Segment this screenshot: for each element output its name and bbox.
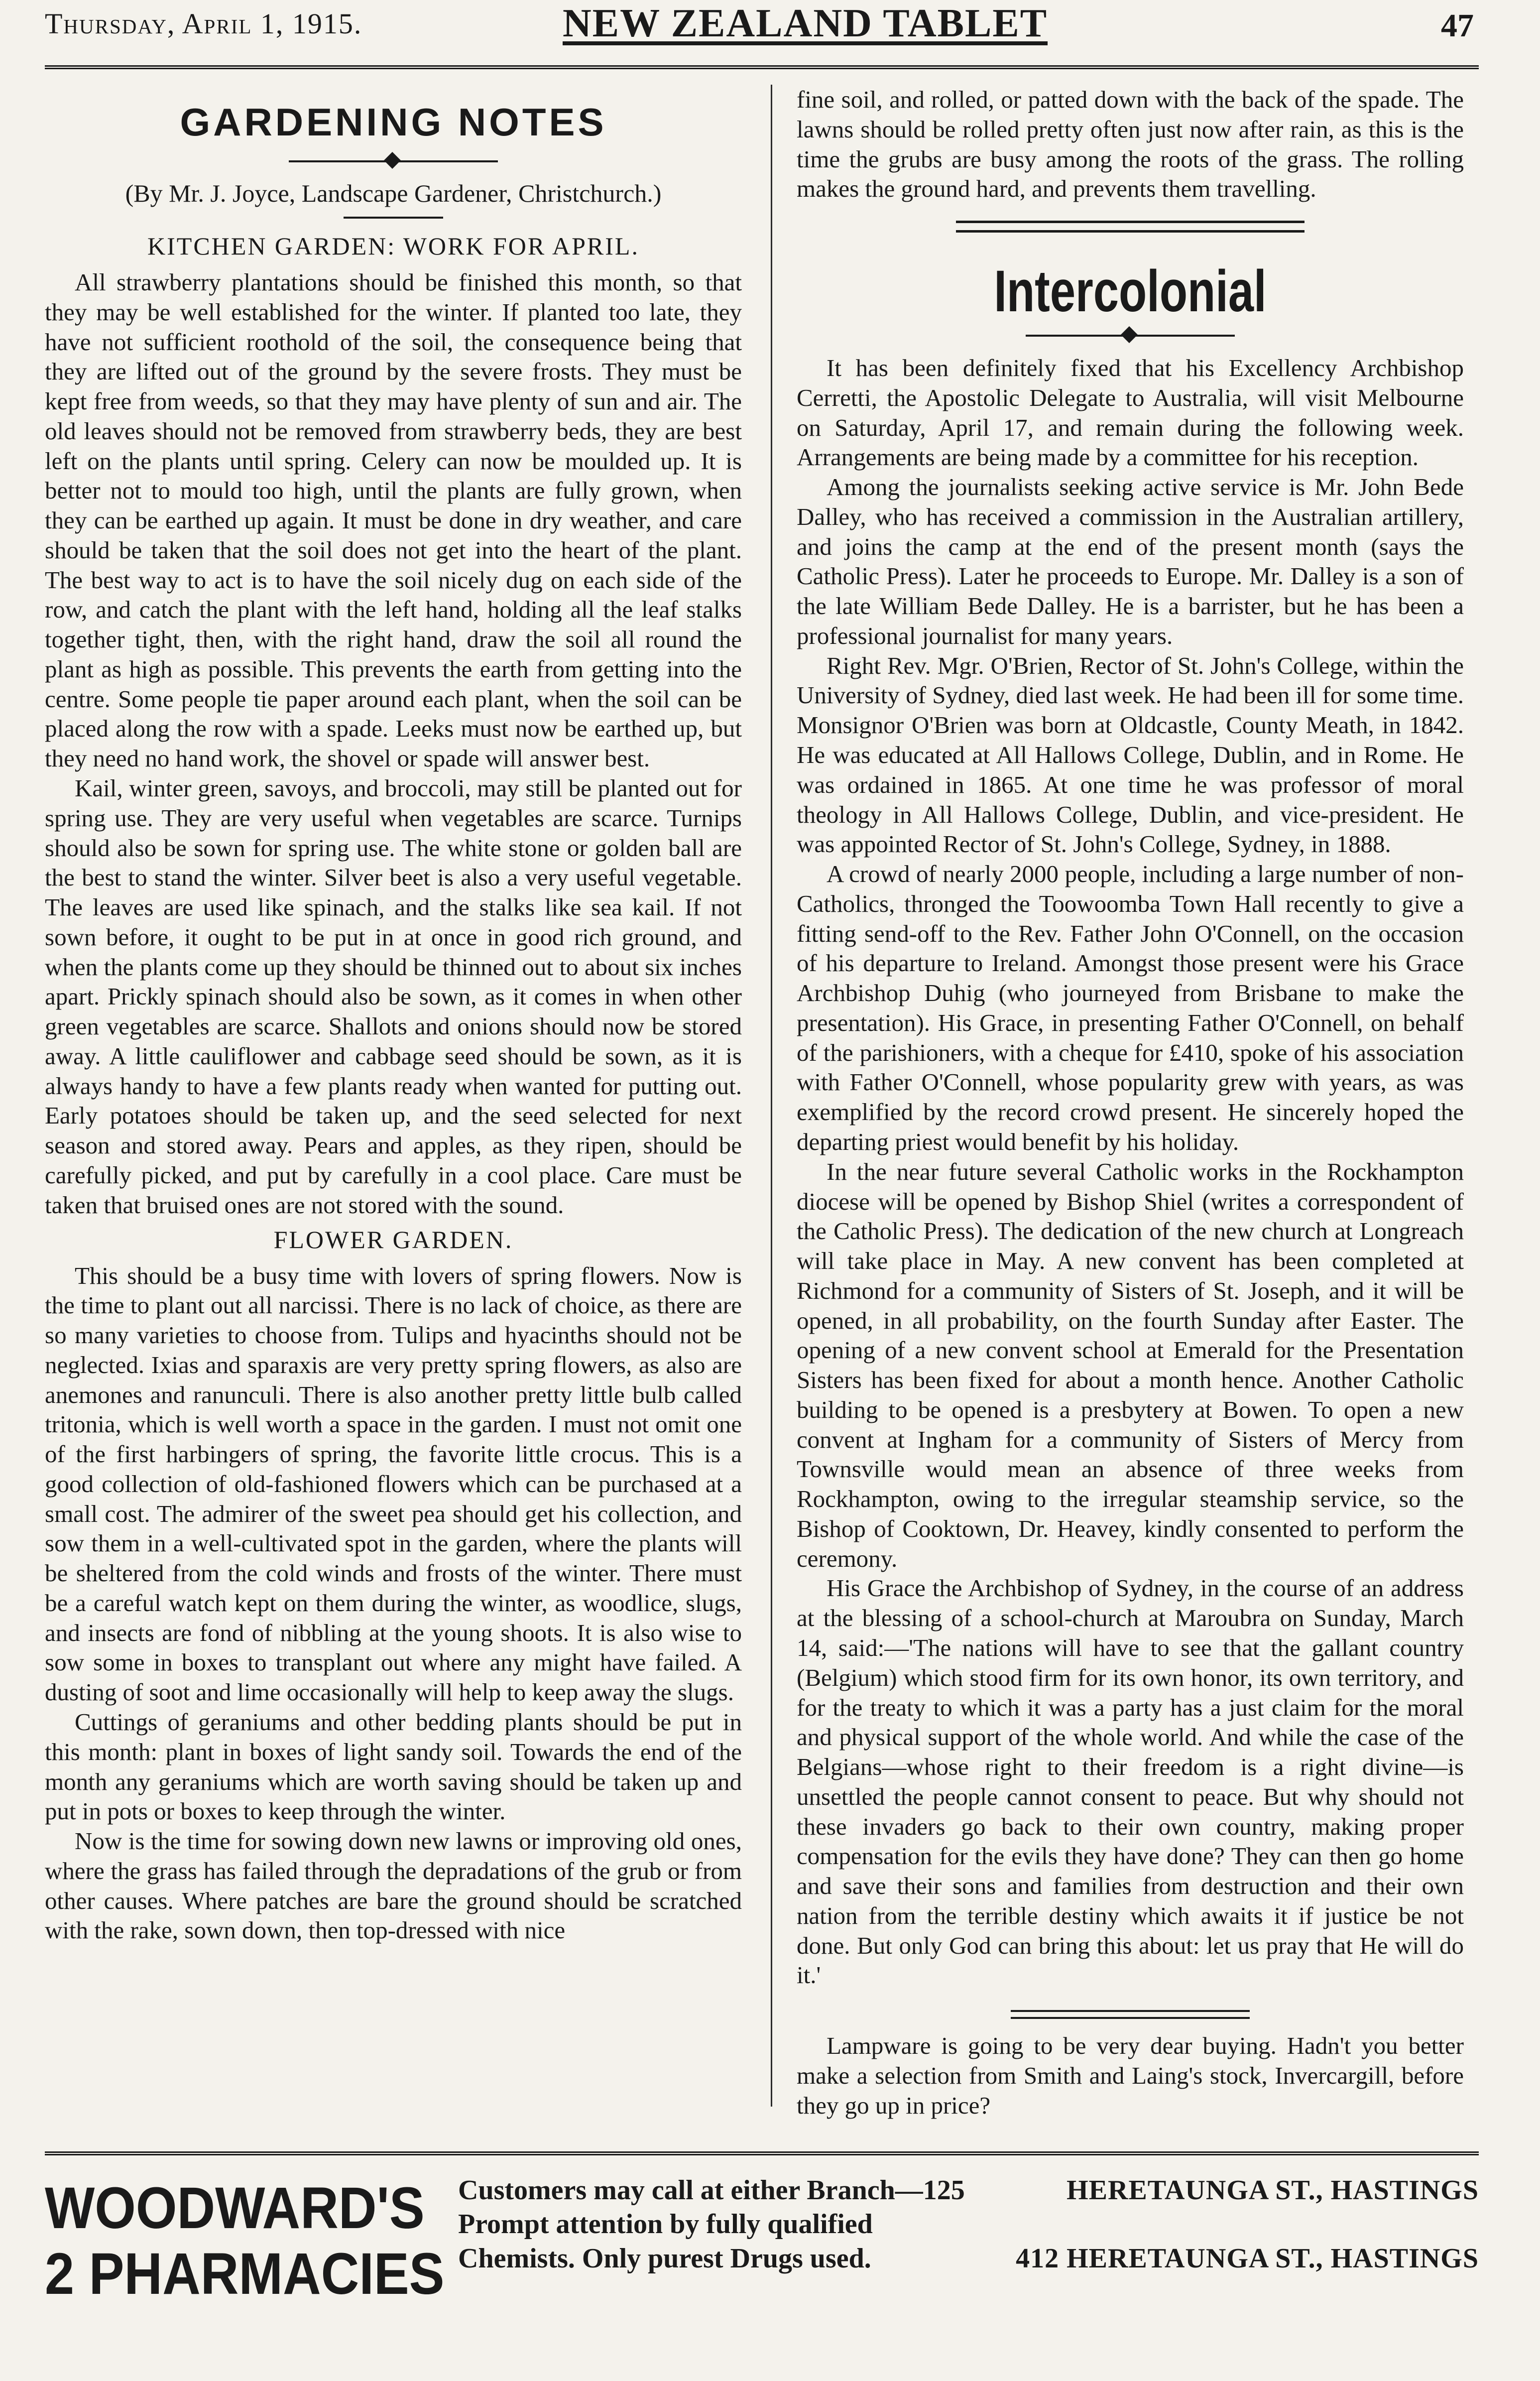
news-paragraph: His Grace the Archbishop of Sydney, in the course of an address at the blessing of a school-church at Maroubra on Sunday, March 14, said:—'The nations will have to see that the gallant country (Belgium) which stood firm for its own honor, its own territory, and for the treaty to which it was a party has a just claim for the moral and physical support of the whole world. And while the case of the Belgians—whose right to their freedom is a right divine—is unsettled the people cannot consent to peace. But why should not these invaders go back to their own country, making proper compensation for the evils they have done? They can then go home and save their sons and families from destruction and their own nation from the terrible destiny which awaits it if justice be not done. But only God can bring this about: let us pray that He will do it.' [797,1574,1464,1989]
ad-line [458,2242,1479,2275]
ad-text-fragment: Prompt attention by fully qualified [458,2209,873,2240]
ad-text-fragment: Chemists. Only purest Drugs used. [458,2243,871,2274]
advertisement [45,2151,1479,2355]
page-number: 47 [1441,7,1474,44]
ad-name-line: 2 PHARMACIES [45,2241,445,2307]
ad-line [458,2173,1479,2207]
column-divider [771,85,772,2107]
notice-paragraph: Lampware is going to be very dear buying. Hadn't you better make a selection from Smith and Laing's stock, Invercargill, before they go up in price? [797,2032,1464,2119]
double-rule [956,221,1304,233]
ad-address: HERETAUNGA ST., HASTINGS [1066,2175,1479,2206]
diamond-rule-ornament [289,154,498,169]
news-paragraph: Right Rev. Mgr. O'Brien, Rector of St. John's College, within the University of Sydney, died last week. He had been ill for some time. Monsignor O'Brien was born at Oldcastle, County Meath, in 1842. He was educated at All Hallows College, Dublin, and in Rome. He was ordained in 1865. At one time he was professor of moral theology in All Hallows College, Dublin, and vice-president. He was appointed Rector of St. John's College, Sydney, in 1888. [797,651,1464,858]
ad-business-name [45,2175,445,2307]
left-column [45,85,742,2127]
ad-address: 412 HERETAUNGA ST., HASTINGS [1016,2243,1479,2274]
article-paragraph: This should be a busy time with lovers of spring flowers. Now is the time to plant out all narcissi. There is no lack of choice, as there are so many varieties to choose from. Tulips and hyacinths should not be neglected. Ixias and sparaxis are very pretty spring flowers, as also are anemones and ranunculi. There is also another pretty little bulb called tritonia, which is well worth a space in the garden. I must not omit one of the first harbingers of spring, the favorite little crocus. This is a good collection of old-fashioned flowers which can be purchased at a small cost. The admirer of the sweet pea should get his collection, and sow them in a well-cultivated spot in the garden, where the plants will be sheltered from the cold winds and frosts of the winter. There must be a careful watch kept on them during the winter, as woodlice, slugs, and insects are fond of nibbling at the young shoots. It is also wise to sow some in boxes to transplant out where any might have failed. A dusting of soot and lime occasionally will help to keep away the slugs. [45,1261,742,1706]
intercolonial-heading: Intercolonial [994,258,1267,325]
continued-paragraph: fine soil, and rolled, or patted down with the back of the spade. The lawns should be rolled pretty often just now after rain, as this is the time the grubs are busy among the roots of the grass. The rolling makes the ground hard, and prevents them travelling. [797,86,1464,203]
issue-date: Thursday, April 1, 1915. [45,7,362,40]
news-paragraph: Among the journalists seeking active service is Mr. John Bede Dalley, who has received a commission in the Australian artillery, and joins the camp at the end of the present month (says the Catholic Press). Later he proceeds to Europe. Mr. Dalley is a son of the late William Bede Dalley. He is a barrister, but he has been a professional journalist for many years. [797,473,1464,649]
article-paragraph: All strawberry plantations should be finished this month, so that they may be well established for the winter. If planted too late, they have not sufficient roothold of the soil, the consequence being that they are lifted out of the ground by the severe frosts. They must be kept free from weeds, so that they may have plenty of sun and air. The old leaves should not be removed from strawberry beds, they are best left on the plants until spring. Celery can now be moulded up. It is better not to mould too high, until the plants are fully grown, when they can be earthed up again. It must be done in dry weather, and care should be taken that the soil does not get into the heart of the plant. The best way to act is to have the soil nicely dug on each side of the row, and catch the plant with the left hand, holding all the leaf stalks together tight, then, with the right hand, draw the soil all round the plant as high as possible. This prevents the earth from getting into the centre. Some people tie paper around each plant, when the soil can be placed along the row with a spade. Leeks must now be earthed up, but they need no hand work, the shovel or spade will answer best. [45,268,742,772]
ad-line [458,2207,1479,2241]
short-rule [344,217,443,219]
short-double-rule [1011,2010,1250,2019]
article-paragraph: Cuttings of geraniums and other bedding plants should be put in this month: plant in boxes of light sandy soil. Towards the end of the month any geraniums which are worth saving should be taken up and put in pots or boxes to keep through the winter. [45,1708,742,1825]
byline: (By Mr. J. Joyce, Landscape Gardener, Christchurch.) [125,179,662,207]
flower-garden-subhead: FLOWER GARDEN. [273,1225,513,1253]
diamond-rule-ornament [1026,328,1235,343]
news-paragraph: It has been definitely fixed that his Excellency Archbishop Cerretti, the Apostolic Delegate to Australia, will visit Melbourne on Saturday, April 17, and remain during the following week. Arrangements are being made by a committee for his reception. [797,354,1464,471]
ad-name-line: WOODWARD'S [45,2175,425,2241]
masthead [45,3,1479,69]
article-paragraph: Now is the time for sowing down new lawns or improving old ones, where the grass has failed through the depradations of the grub or from other causes. Where patches are bare the ground should be scratched with the rake, sown down, then top-dressed with nice [45,1827,742,1944]
news-paragraph: In the near future several Catholic works in the Rockhampton diocese will be opened by Bishop Shiel (writes a correspondent of the Catholic Press). The dedication of the new church at Longreach will take place in May. A new convent has been completed at Richmond for a community of Sisters of St. Joseph, and it will be opened, in all probability, on the fourth Sunday after Easter. The opening of a new convent school at Emerald for the Presentation Sisters has been fixed for about a month hence. Another Catholic building to be opened is a presbytery at Bowen. To open a new convent at Ingham for a community of Sisters of Mercy from Townsville would mean an absence of three weeks from Rockhampton, owing to the irregular steamship service, so the Bishop of Cooktown, Dr. Heavey, kindly consented to perform the ceremony. [797,1157,1464,1572]
article-paragraph: Kail, winter green, savoys, and broccoli, may still be planted out for spring use. They are very useful when vegetables are scarce. Turnips should also be sown for spring use. The white stone or golden ball are the best to stand the winter. Silver beet is also a very useful vegetable. The leaves are used like spinach, and the stalks like sea kail. If not sown before, it ought to be put in at once in good rich ground, and when the plants come up they should be thinned out to about six inches apart. Prickly spinach should also be sown, as it comes in when other green vegetables are scarce. Shallots and onions should now be stored away. A little cauliflower and cabbage seed should be sown, as it is always handy to have a few plants ready when wanted for putting out. Early potatoes should be taken up, and the seed selected for next season and stored away. Pears and apples, as they ripen, should be carefully picked, and put by carefully in a cool place. Care must be taken that bruised ones are not stored with the sound. [45,774,742,1219]
gardening-heading: GARDENING NOTES [180,100,607,144]
ad-text-fragment: Customers may call at either Branch—125 [458,2175,965,2206]
ad-text [458,2173,1479,2275]
news-paragraph: A crowd of nearly 2000 people, including a large number of non-Catholics, thronged the Toowoomba Town Hall recently to give a fitting send-off to the Rev. Father John O'Connell, on the occasion of his departure to Ireland. Amongst those present were his Grace Archbishop Duhig (who journeyed from Brisbane to make the presentation). His Grace, in presenting Father O'Connell, on behalf of the parishioners, with a cheque for £410, spoke of his association with Father O'Connell, whose popularity grew with years, as was exemplified by the record crowd present. He sincerely hoped the departing priest would benefit by his holiday. [797,860,1464,1155]
kitchen-garden-subhead: KITCHEN GARDEN: WORK FOR APRIL. [147,232,639,260]
newspaper-title: NEW ZEALAND TABLET [563,1,1048,45]
right-column [797,85,1464,2127]
